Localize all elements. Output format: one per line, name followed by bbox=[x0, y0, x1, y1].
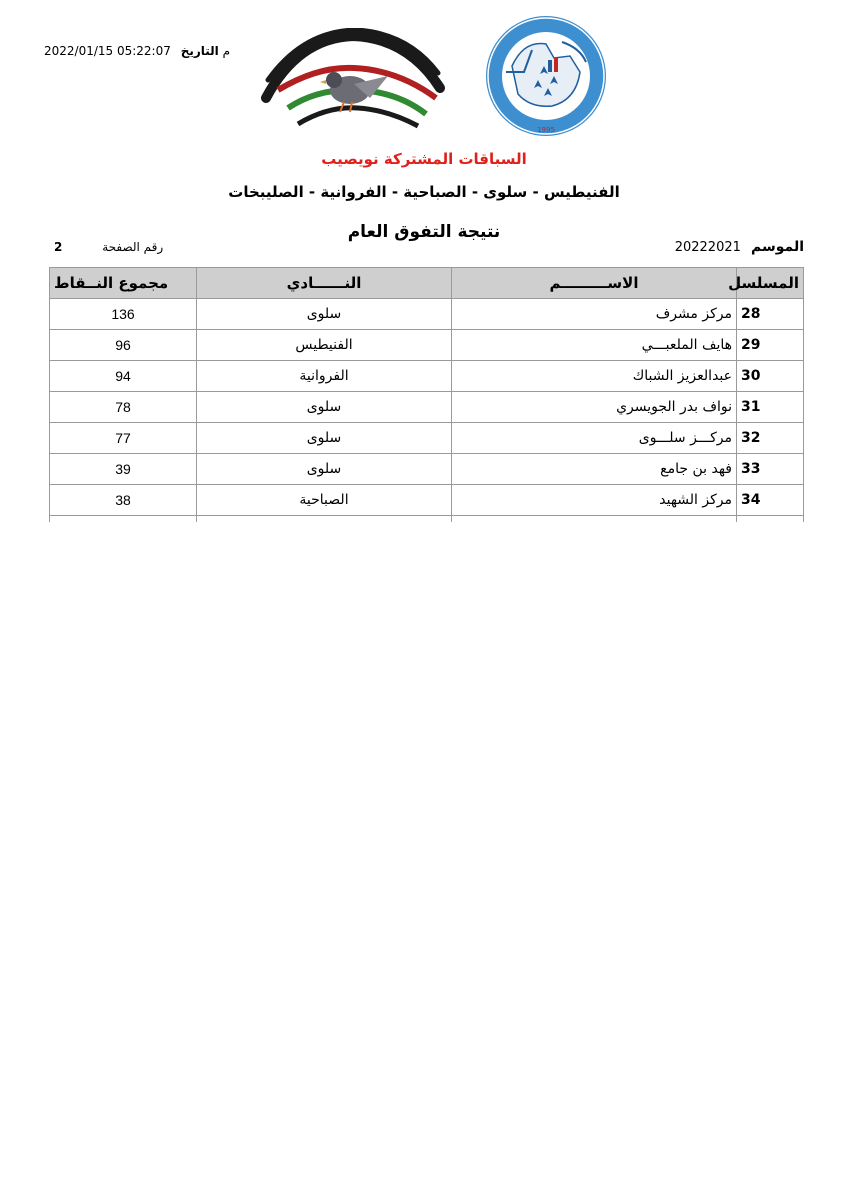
federation-logo bbox=[484, 14, 608, 138]
cell-club: الصباحية bbox=[197, 485, 452, 516]
table-row bbox=[50, 423, 804, 454]
cell-serial: 28 bbox=[737, 299, 804, 330]
table-row-trailing bbox=[50, 516, 804, 523]
cell-points: 136 bbox=[50, 299, 197, 330]
table-header-row bbox=[50, 268, 804, 299]
club-logo bbox=[258, 28, 448, 132]
cell-club: سلوى bbox=[197, 454, 452, 485]
cell-points: 77 bbox=[50, 423, 197, 454]
cell-name: مركز مشرف bbox=[452, 299, 737, 330]
cell-serial: 33 bbox=[737, 454, 804, 485]
season-info bbox=[675, 239, 804, 255]
page-number bbox=[54, 240, 163, 254]
empty-cell bbox=[50, 516, 197, 523]
column-header-points: مجموع النــقاط bbox=[50, 268, 197, 299]
print-date bbox=[44, 44, 230, 58]
season-value: 20222021 bbox=[674, 240, 741, 255]
date-value: 2022/01/15 05:22:07 م bbox=[44, 44, 231, 58]
cell-club: الفنيطيس bbox=[197, 330, 452, 361]
cell-name: نواف بدر الجويسري bbox=[452, 392, 737, 423]
empty-cell bbox=[452, 516, 737, 523]
season-label: الموسم bbox=[751, 239, 804, 255]
table-row bbox=[50, 299, 804, 330]
cell-points: 96 bbox=[50, 330, 197, 361]
cell-club: سلوى bbox=[197, 392, 452, 423]
cell-serial: 29 bbox=[737, 330, 804, 361]
table-row bbox=[50, 485, 804, 516]
cell-serial: 30 bbox=[737, 361, 804, 392]
date-label: التاريخ bbox=[180, 44, 219, 58]
column-header-name: الاســـــــــم bbox=[452, 268, 737, 299]
page-number-value: 2 bbox=[54, 240, 63, 254]
results-table bbox=[49, 267, 804, 522]
cell-serial: 34 bbox=[737, 485, 804, 516]
table-row bbox=[50, 361, 804, 392]
participating-clubs: الفنيطيس - سلوى - الصباحية - الفروانية - الصليبخات bbox=[228, 183, 620, 201]
cell-serial: 31 bbox=[737, 392, 804, 423]
empty-cell bbox=[737, 516, 804, 523]
table-row bbox=[50, 330, 804, 361]
event-subtitle: السباقات المشتركة نويصيب bbox=[321, 150, 527, 168]
page-title: نتيجة التفوق العام bbox=[347, 222, 501, 242]
cell-points: 94 bbox=[50, 361, 197, 392]
cell-club: الفروانية bbox=[197, 361, 452, 392]
table-row bbox=[50, 392, 804, 423]
cell-points: 38 bbox=[50, 485, 197, 516]
cell-club: سلوى bbox=[197, 299, 452, 330]
table-row bbox=[50, 454, 804, 485]
cell-club: سلوى bbox=[197, 423, 452, 454]
svg-text:1995: 1995 bbox=[537, 126, 555, 134]
column-header-club: النــــــادي bbox=[197, 268, 452, 299]
cell-name: فهد بن جامع bbox=[452, 454, 737, 485]
cell-name: هايف الملعبـــي bbox=[452, 330, 737, 361]
cell-serial: 32 bbox=[737, 423, 804, 454]
cell-name: مركـــز سلـــوى bbox=[452, 423, 737, 454]
column-header-serial: المسلسل bbox=[737, 268, 804, 299]
page-number-label: رقم الصفحة bbox=[102, 240, 164, 254]
cell-points: 39 bbox=[50, 454, 197, 485]
cell-points: 78 bbox=[50, 392, 197, 423]
empty-cell bbox=[197, 516, 452, 523]
cell-name: مركز الشهيد bbox=[452, 485, 737, 516]
cell-name: عبدالعزيز الشباك bbox=[452, 361, 737, 392]
